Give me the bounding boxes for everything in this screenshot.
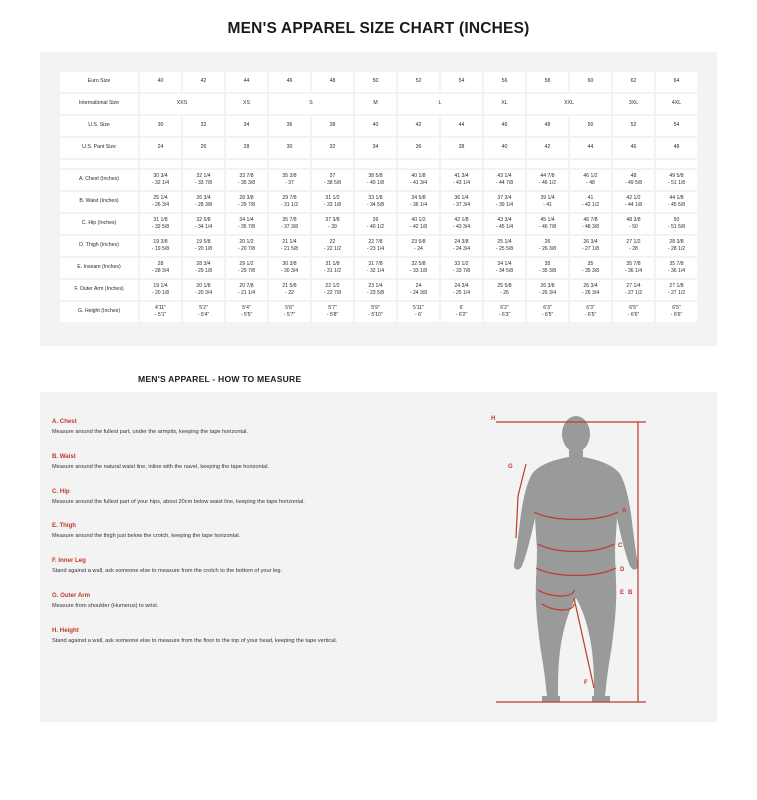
table-cell: 44 <box>570 138 611 158</box>
measure-item <box>52 557 396 576</box>
table-cell: 30 3/8 - 30 3/4 <box>269 258 310 278</box>
table-cell: 35 - 35 3/8 <box>570 258 611 278</box>
page-title: MEN'S APPAREL SIZE CHART (INCHES) <box>227 20 530 37</box>
table-cell: 48 - 49 5/8 <box>613 170 654 190</box>
table-cell: 35 7/8 - 36 1/4 <box>656 258 697 278</box>
measure-item <box>52 522 396 541</box>
table-cell: 62 <box>613 72 654 92</box>
table-cell: 27 1/4 - 27 1/2 <box>613 280 654 300</box>
table-cell: 48 <box>656 138 697 158</box>
measure-item-heading: A. Chest <box>52 418 77 425</box>
table-cell: 21 1/4 - 21 5/8 <box>269 236 310 256</box>
table-cell: 29 7/8 - 31 1/2 <box>269 192 310 212</box>
table-cell: 29 1/2 - 29 7/8 <box>226 258 267 278</box>
table-cell: 42 <box>527 138 568 158</box>
table-cell: 40 1/2 - 42 1/8 <box>398 214 439 234</box>
table-cell: 40 <box>355 116 396 136</box>
table-cell: 5'9" - 5'10" <box>355 302 396 322</box>
size-chart-table <box>58 70 699 324</box>
table-cell: 34 1/4 - 35 7/8 <box>226 214 267 234</box>
table-cell: 24 3/4 - 25 1/4 <box>441 280 482 300</box>
table-cell: 54 <box>441 72 482 92</box>
table-cell: 45 1/4 - 46 7/8 <box>527 214 568 234</box>
table-cell: 35 7/8 - 36 1/4 <box>613 258 654 278</box>
table-cell: 31 1/2 - 33 1/8 <box>312 192 353 212</box>
table-row <box>60 236 697 256</box>
table-cell: 5'11" - 6' <box>398 302 439 322</box>
row-label: D. Thigh (Inches) <box>60 236 138 256</box>
measure-item <box>52 488 396 507</box>
table-cell: 34 1/4 - 34 5/8 <box>484 258 525 278</box>
table-cell: 44 <box>226 72 267 92</box>
table-cell: 43 3/4 - 45 1/4 <box>484 214 525 234</box>
table-cell: 32 5/8 - 33 1/8 <box>398 258 439 278</box>
table-cell: 30 <box>140 116 181 136</box>
table-cell: 49 5/8 - 51 1/8 <box>656 170 697 190</box>
table-cell: 6'2" - 6'3" <box>484 302 525 322</box>
table-row <box>60 214 697 234</box>
row-label: C. Hip (Inches) <box>60 214 138 234</box>
table-cell: 23 5/8 - 24 <box>398 236 439 256</box>
table-cell: 46 <box>484 116 525 136</box>
table-cell: 35 7/8 - 37 3/8 <box>269 214 310 234</box>
table-cell: 6'5" - 6'6" <box>613 302 654 322</box>
measure-item-text: Stand against a wall, ask someone else to measure from the crotch to the bottom of your leg. <box>52 568 283 575</box>
table-cell: 34 <box>226 116 267 136</box>
table-cell: 27 1/2 - 28 <box>613 236 654 256</box>
measure-item-heading: B. Waist <box>52 452 76 460</box>
table-cell: 41 3/4 - 43 1/4 <box>441 170 482 190</box>
table-row <box>60 94 697 114</box>
row-label: A. Chest (Inches) <box>60 170 138 190</box>
table-row <box>60 280 697 300</box>
table-spacer-cell <box>398 160 439 168</box>
row-label: F. Outer Arm (Inches) <box>60 280 138 300</box>
row-label: Euro Size <box>60 72 138 92</box>
table-cell: 44 1/8 - 45 5/8 <box>656 192 697 212</box>
table-cell: 60 <box>570 72 611 92</box>
table-cell: 36 <box>398 138 439 158</box>
measure-item-text: Measure from shoulder (Humerus) to wrist. <box>52 603 159 610</box>
table-cell: 22 - 22 1/2 <box>312 236 353 256</box>
table-cell: 26 3/4 - 26 3/4 <box>570 280 611 300</box>
measure-item <box>52 592 396 611</box>
table-cell: 46 1/2 - 48 <box>570 170 611 190</box>
table-cell: 26 <box>183 138 224 158</box>
table-cell: 28 - 28 3/4 <box>140 258 181 278</box>
table-row <box>60 116 697 136</box>
table-cell: 37 3/8 - 39 <box>312 214 353 234</box>
table-cell: 24 <box>140 138 181 158</box>
table-cell: 4'11" - 5'1" <box>140 302 181 322</box>
table-cell: 20 7/8 - 21 1/4 <box>226 280 267 300</box>
table-cell: 33 1/2 - 33 7/8 <box>441 258 482 278</box>
table-spacer-cell <box>613 160 654 168</box>
table-cell: 19 5/8 - 20 1/8 <box>183 236 224 256</box>
table-cell: 27 1/8 - 27 1/2 <box>656 280 697 300</box>
table-cell: 38 <box>312 116 353 136</box>
table-cell: 36 <box>269 116 310 136</box>
table-cell: 26 3/8 - 26 3/4 <box>527 280 568 300</box>
table-cell: 24 3/8 - 24 3/4 <box>441 236 482 256</box>
table-cell: 33 1/8 - 34 5/8 <box>355 192 396 212</box>
table-cell: 28 3/4 - 29 1/8 <box>183 258 224 278</box>
table-spacer-cell <box>183 160 224 168</box>
table-cell: 28 <box>226 138 267 158</box>
table-cell: 41 - 42 1/2 <box>570 192 611 212</box>
table-cell: 32 <box>183 116 224 136</box>
table-cell: 46 7/8 - 48 3/8 <box>570 214 611 234</box>
table-cell: 48 3/8 - 50 <box>613 214 654 234</box>
table-cell: 40 <box>140 72 181 92</box>
table-cell: 50 <box>355 72 396 92</box>
table-cell: 23 1/4 - 23 5/8 <box>355 280 396 300</box>
table-cell: 34 5/8 - 36 1/4 <box>398 192 439 212</box>
measure-item <box>52 453 396 472</box>
measure-item-heading: F. Inner Leg <box>52 557 86 565</box>
table-cell: 22 7/8 - 23 1/4 <box>355 236 396 256</box>
table-cell: 36 1/4 - 37 3/4 <box>441 192 482 212</box>
table-cell: 35 - 35 3/8 <box>527 258 568 278</box>
measure-instructions-list <box>40 408 406 708</box>
table-row <box>60 160 697 168</box>
measure-item-text: Measure around the fullest part of your hips, about 20cm below waist line, keeping the tape horizontal. <box>52 498 305 505</box>
how-to-measure-body <box>40 392 717 722</box>
table-cell: 50 - 51 5/8 <box>656 214 697 234</box>
table-cell: 25 1/4 - 26 3/4 <box>140 192 181 212</box>
table-row <box>60 258 697 278</box>
table-cell: XXS <box>140 94 224 114</box>
measure-item-text: Measure around the natural waist line, inline with the navel, keeping the tape horizontal. <box>52 463 270 470</box>
measure-item <box>52 627 396 646</box>
table-cell: 3XL <box>613 94 654 114</box>
table-cell: 24 - 24 3/8 <box>398 280 439 300</box>
table-cell: 32 <box>312 138 353 158</box>
table-cell: 54 <box>656 116 697 136</box>
table-cell: 21 5/8 - 22 <box>269 280 310 300</box>
measure-item-heading: G. Outer Arm <box>52 592 91 600</box>
table-spacer-cell <box>484 160 525 168</box>
table-cell: 64 <box>656 72 697 92</box>
label-C: C <box>617 543 622 549</box>
table-cell: 26 - 26 3/8 <box>527 236 568 256</box>
label-H: H <box>490 416 495 422</box>
table-cell: 6'3" - 6'5" <box>570 302 611 322</box>
table-cell: 44 <box>441 116 482 136</box>
table-cell: 20 1/2 - 20 7/8 <box>226 236 267 256</box>
table-cell: 56 <box>484 72 525 92</box>
table-cell: 5'6" - 5'7" <box>269 302 310 322</box>
table-cell: 5'2" - 5'4" <box>183 302 224 322</box>
row-label: U.S. Size <box>60 116 138 136</box>
table-cell: 42 <box>398 116 439 136</box>
table-cell: 20 1/8 - 20 3/4 <box>183 280 224 300</box>
table-cell: M <box>355 94 396 114</box>
table-cell: S <box>269 94 353 114</box>
measure-item-text: Measure around the fullest part, under the armpits, keeping the tape horizontal. <box>52 429 248 435</box>
table-cell: 34 <box>355 138 396 158</box>
row-label: B. Waist (Inches) <box>60 192 138 212</box>
table-row <box>60 138 697 158</box>
measure-item-heading: H. Height <box>52 626 79 634</box>
table-cell: 6' - 6'2" <box>441 302 482 322</box>
table-cell: 44 7/8 - 46 1/2 <box>527 170 568 190</box>
size-chart-table-container <box>40 52 717 346</box>
table-cell: 6'5" - 6'6" <box>656 302 697 322</box>
table-cell: 39 - 40 1/2 <box>355 214 396 234</box>
table-cell: 4XL <box>656 94 697 114</box>
table-cell: 35 3/8 - 37 <box>269 170 310 190</box>
table-row <box>60 72 697 92</box>
table-cell: 19 3/8 - 19 5/8 <box>140 236 181 256</box>
table-spacer-cell <box>140 160 181 168</box>
table-cell: 46 <box>613 138 654 158</box>
row-label <box>60 160 138 168</box>
table-cell: 37 - 38 5/8 <box>312 170 353 190</box>
row-label: International Size <box>60 94 138 114</box>
table-cell: 5'7" - 5'8" <box>312 302 353 322</box>
table-cell: 6'3" - 6'5" <box>527 302 568 322</box>
table-cell: 42 <box>183 72 224 92</box>
row-label: E. Inseam (Inches) <box>60 258 138 278</box>
table-cell: 46 <box>269 72 310 92</box>
measure-item-text: Stand against a wall, ask someone else to measure from the floor to the top of your head, keeping the tape vertical. <box>52 637 338 644</box>
label-A: A <box>621 508 626 514</box>
table-cell: 40 1/8 - 41 3/4 <box>398 170 439 190</box>
table-spacer-cell <box>355 160 396 168</box>
table-cell: XL <box>484 94 525 114</box>
table-cell: 40 <box>484 138 525 158</box>
table-cell: 52 <box>398 72 439 92</box>
table-cell: 52 <box>613 116 654 136</box>
table-cell: 22 1/2 - 22 7/8 <box>312 280 353 300</box>
row-label: U.S. Pant Size <box>60 138 138 158</box>
table-row <box>60 192 697 212</box>
table-cell: 5'4" - 5'5" <box>226 302 267 322</box>
table-cell: 38 5/8 - 40 1/8 <box>355 170 396 190</box>
table-spacer-cell <box>656 160 697 168</box>
table-cell: 32 1/4 - 33 7/8 <box>183 170 224 190</box>
label-D: D <box>619 567 624 573</box>
table-spacer-cell <box>312 160 353 168</box>
table-cell: 26 3/4 - 27 1/8 <box>570 236 611 256</box>
table-cell: 31 1/8 - 31 1/2 <box>312 258 353 278</box>
table-cell: 25 1/4 - 25 5/8 <box>484 236 525 256</box>
table-cell: 39 1/4 - 41 <box>527 192 568 212</box>
table-cell: 28 3/8 - 28 1/2 <box>656 236 697 256</box>
body-figure <box>406 408 717 708</box>
table-cell: L <box>398 94 482 114</box>
table-cell: 42 1/2 - 44 1/8 <box>613 192 654 212</box>
table-cell: 28 3/8 - 29 7/8 <box>226 192 267 212</box>
table-spacer-cell <box>269 160 310 168</box>
table-cell: 48 <box>527 116 568 136</box>
measure-item-heading: E. Thigh <box>52 522 77 530</box>
table-cell: 19 1/4 - 20 1/8 <box>140 280 181 300</box>
table-cell: XS <box>226 94 267 114</box>
measure-item <box>52 418 396 437</box>
table-spacer-cell <box>441 160 482 168</box>
table-cell: XXL <box>527 94 611 114</box>
table-row <box>60 170 697 190</box>
table-cell: 30 <box>269 138 310 158</box>
table-cell: 26 3/4 - 28 3/8 <box>183 192 224 212</box>
label-E: E <box>619 590 624 596</box>
table-cell: 33 7/8 - 35 3/8 <box>226 170 267 190</box>
table-cell: 32 5/8 - 34 1/4 <box>183 214 224 234</box>
row-label: G. Height (Inches) <box>60 302 138 322</box>
table-spacer-cell <box>527 160 568 168</box>
table-cell: 42 1/8 - 43 3/4 <box>441 214 482 234</box>
how-to-measure-title: MEN'S APPAREL - HOW TO MEASURE <box>138 374 302 384</box>
label-G: G <box>507 464 513 470</box>
table-spacer-cell <box>570 160 611 168</box>
table-cell: 31 1/8 - 32 5/8 <box>140 214 181 234</box>
table-cell: 38 <box>441 138 482 158</box>
body-silhouette <box>513 416 637 702</box>
label-B: B <box>627 590 632 596</box>
measure-item-text: Measure around the thigh just below the crotch, keeping the tape horizontal. <box>52 533 241 540</box>
table-cell: 30 3/4 - 32 1/4 <box>140 170 181 190</box>
human-body-diagram <box>406 408 746 708</box>
label-F: F <box>583 680 588 686</box>
table-cell: 43 1/4 - 44 7/8 <box>484 170 525 190</box>
how-to-measure-section <box>40 364 717 722</box>
table-cell: 50 <box>570 116 611 136</box>
table-cell: 31 7/8 - 32 1/4 <box>355 258 396 278</box>
table-cell: 48 <box>312 72 353 92</box>
size-chart-body <box>60 72 697 322</box>
table-cell: 58 <box>527 72 568 92</box>
table-cell: 37 3/4 - 39 1/4 <box>484 192 525 212</box>
table-spacer-cell <box>226 160 267 168</box>
table-row <box>60 302 697 322</box>
table-cell: 25 5/8 - 26 <box>484 280 525 300</box>
measure-item-heading: C. Hip <box>52 487 70 495</box>
